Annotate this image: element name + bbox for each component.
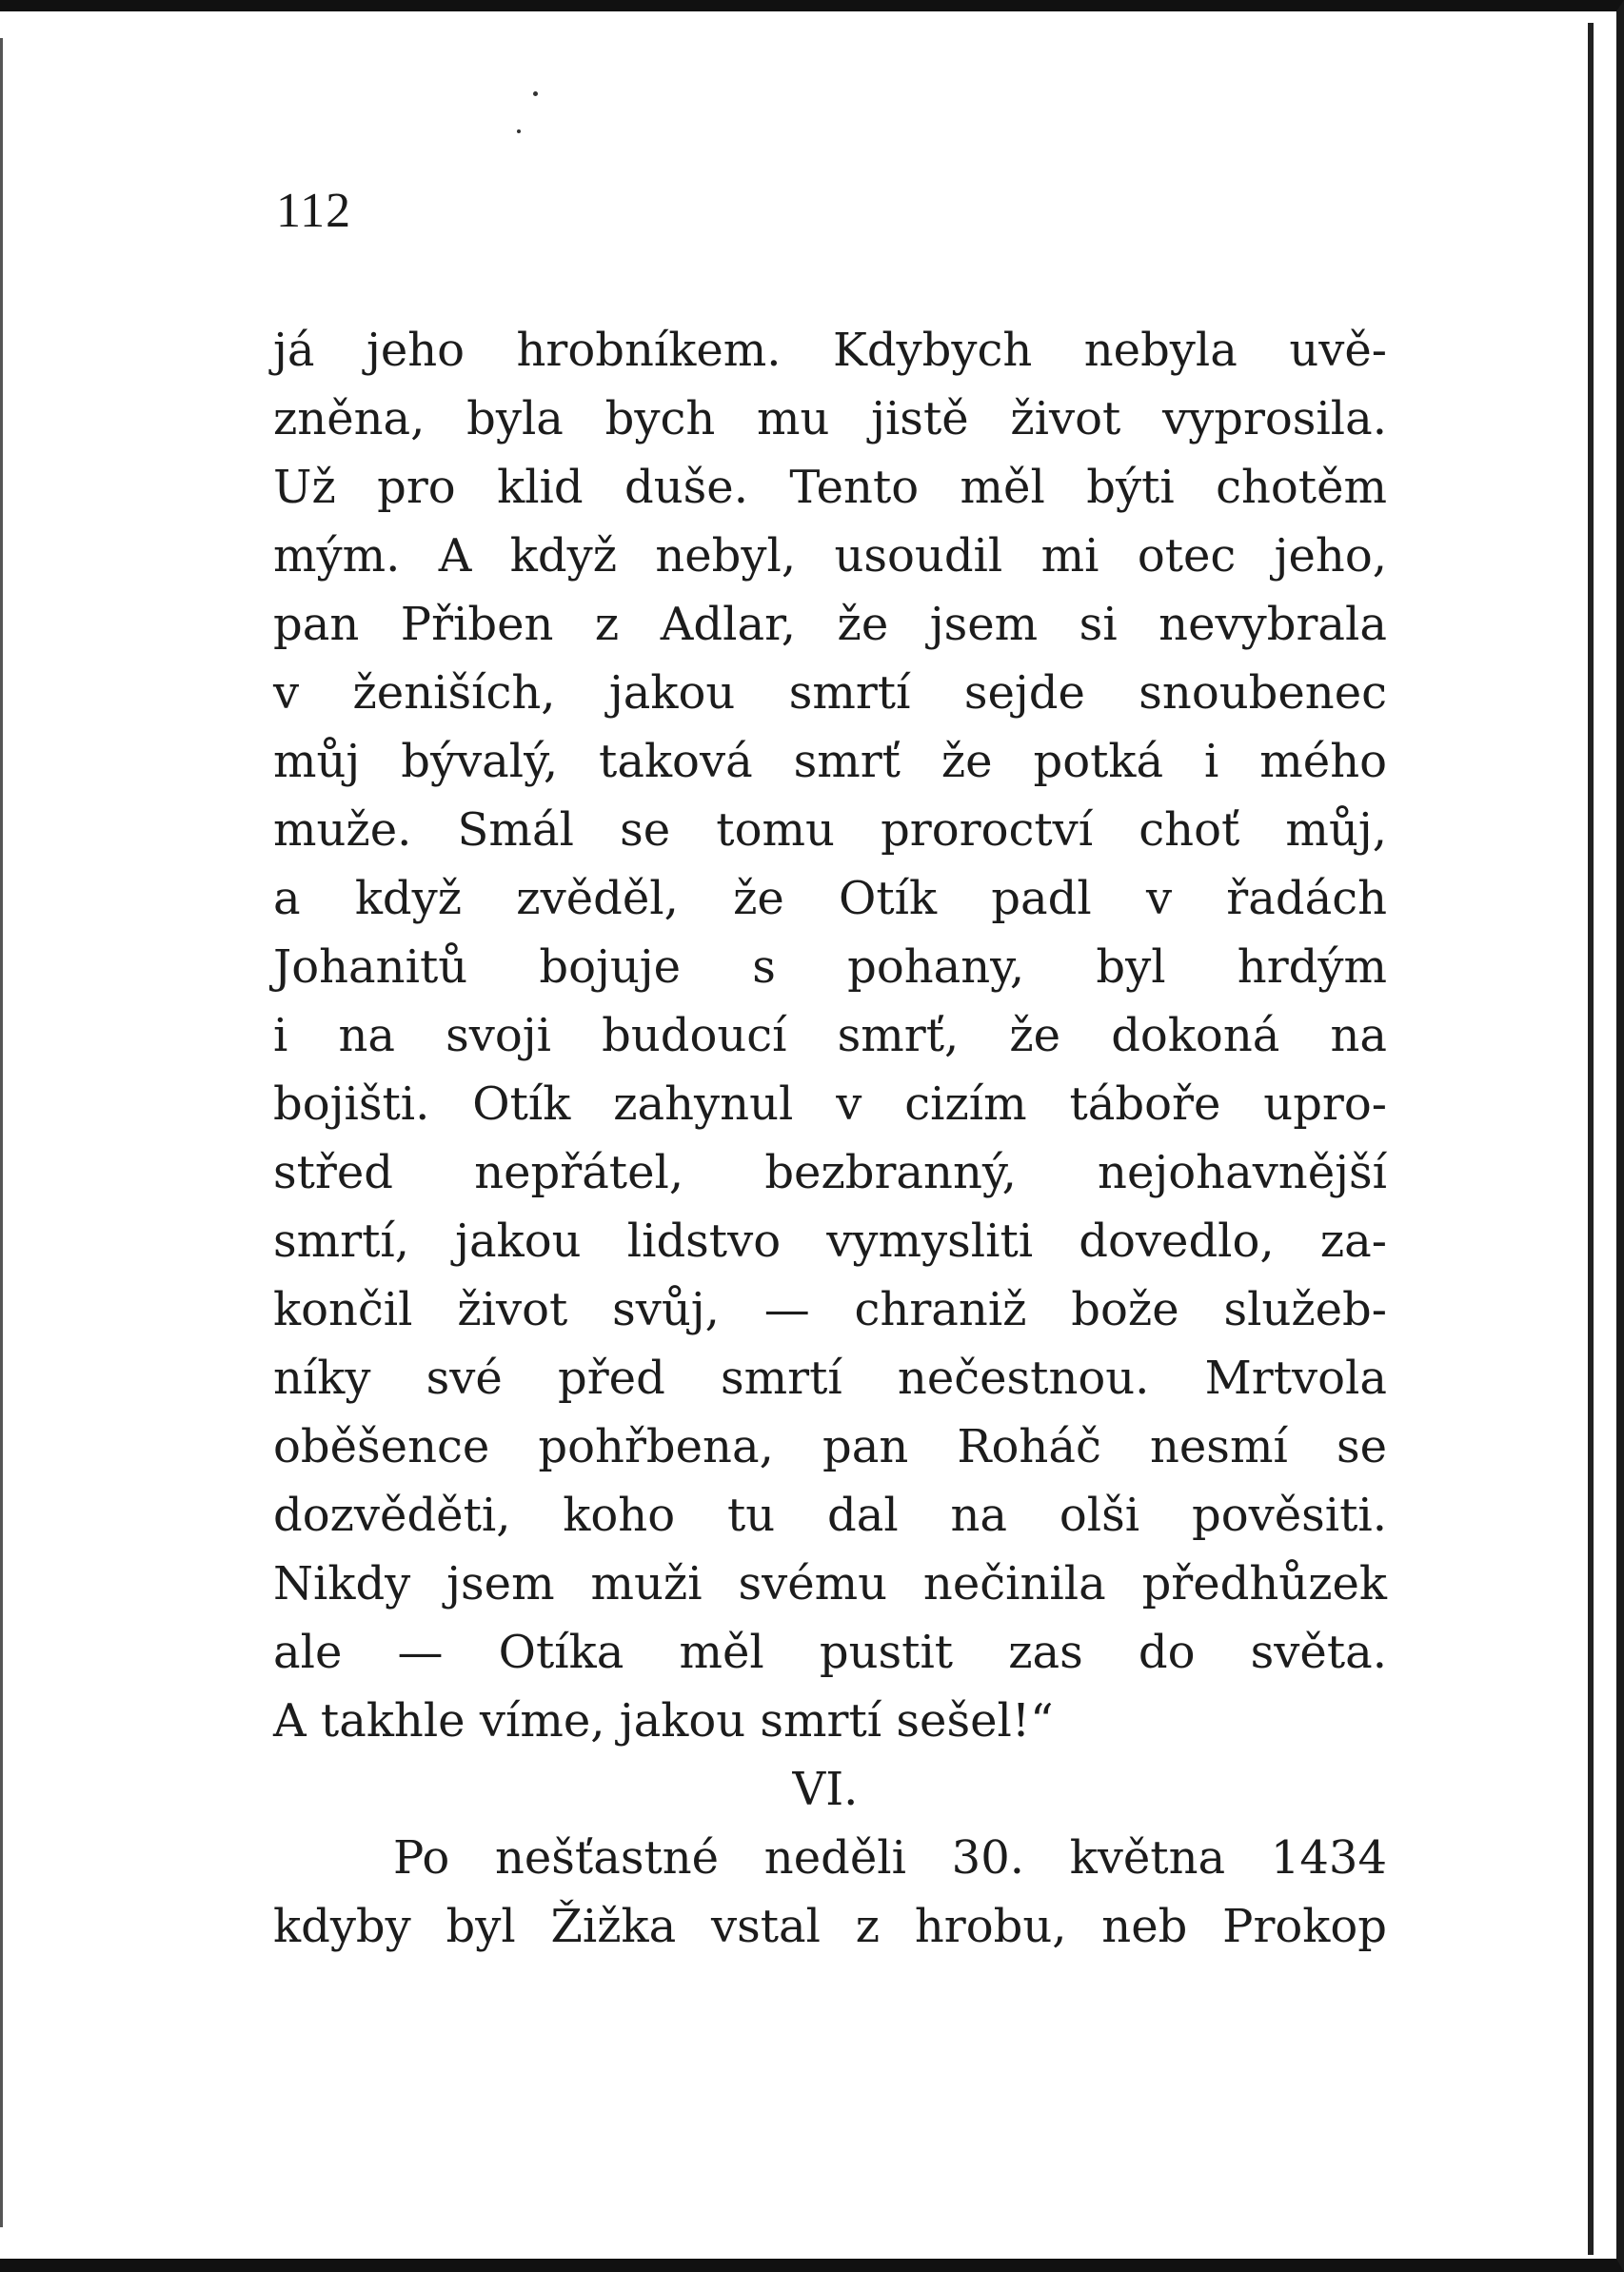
text-line: střed nepřátel, bezbranný, nejohavnější <box>273 1146 1387 1199</box>
text-line: mým. A když nebyl, usoudil mi otec jeho, <box>273 529 1387 583</box>
body-text <box>273 316 1387 1961</box>
text-line: Po nešťastné neděli 30. května 1434 <box>393 1831 1387 1885</box>
text-line: pan Přiben z Adlar, že jsem si nevybrala <box>273 598 1387 651</box>
text-line: oběšence pohřbena, pan Roháč nesmí se <box>273 1420 1387 1473</box>
text-line: Nikdy jsem muži svému nečinila předhůzek <box>273 1557 1387 1610</box>
text-line: já jeho hrobníkem. Kdybych nebyla uvě- <box>273 324 1387 377</box>
text-line: A takhle víme, jakou smrtí sešel!“ <box>273 1694 1054 1748</box>
text-line: i na svoji budoucí smrť, že dokoná na <box>273 1009 1387 1062</box>
chapter-heading: VI. <box>792 1763 859 1816</box>
text-line: níky své před smrtí nečestnou. Mrtvola <box>273 1352 1387 1405</box>
text-line: a když zvěděl, že Otík padl v řadách <box>273 872 1387 925</box>
page-number: 112 <box>276 184 352 238</box>
ink-speck <box>517 129 521 133</box>
text-line: muže. Smál se tomu proroctví choť můj, <box>273 803 1387 857</box>
page-edge-shadow <box>0 38 3 2227</box>
text-line: bojišti. Otík zahynul v cizím táboře upro- <box>273 1077 1387 1131</box>
text-line: ale — Otíka měl pustit zas do světa. <box>273 1626 1387 1679</box>
text-line: Už pro klid duše. Tento měl býti chotěm <box>273 461 1387 514</box>
text-line: dozvěděti, koho tu dal na olši pověsiti. <box>273 1489 1387 1542</box>
page-edge-rule <box>1588 23 1594 2255</box>
text-line: v ženiších, jakou smrtí sejde snoubenec <box>273 666 1387 720</box>
text-line: končil život svůj, — chraniž bože služeb- <box>273 1283 1387 1336</box>
ink-speck <box>533 91 538 96</box>
text-line: můj bývalý, taková smrť že potká i mého <box>273 735 1387 788</box>
text-line: kdyby byl Žižka vstal z hrobu, neb Prokop <box>273 1900 1387 1953</box>
text-line: smrtí, jakou lidstvo vymysliti dovedlo, za- <box>273 1215 1387 1268</box>
text-line: zněna, byla bych mu jistě život vyprosila. <box>273 392 1387 445</box>
text-line: Johanitů bojuje s pohany, byl hrdým <box>273 940 1387 994</box>
